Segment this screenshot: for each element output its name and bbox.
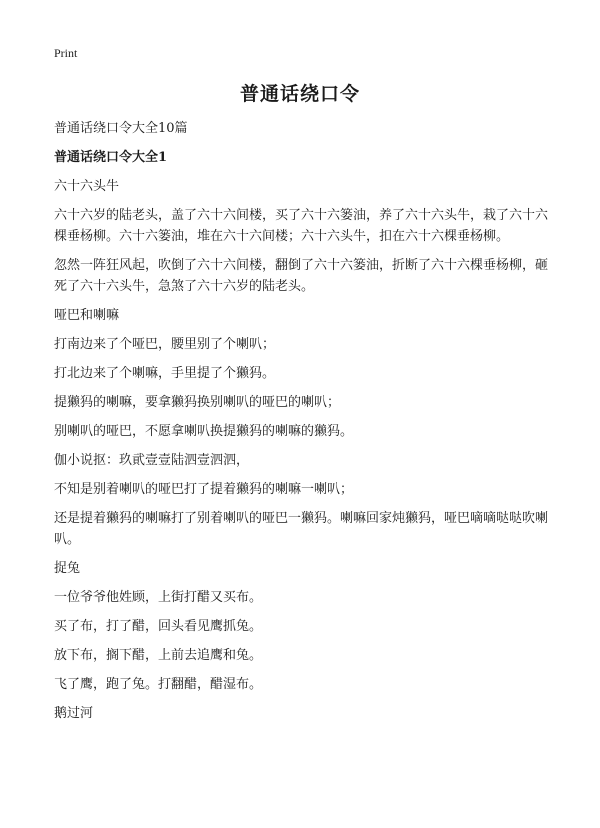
section-title: 普通话绕口令大全1 bbox=[54, 150, 168, 165]
paragraph: 放下布，搁下醋，上前去追鹰和兔。 bbox=[54, 648, 263, 663]
poem-heading: 六十六头牛 bbox=[54, 179, 120, 194]
paragraph: 飞了鹰，跑了兔。打翻醋，醋湿布。 bbox=[54, 677, 263, 692]
paragraph: 提獭犸的喇嘛，要拿獭犸换别喇叭的哑巴的喇叭； bbox=[54, 395, 341, 410]
paragraph: 打南边来了个哑巴，腰里别了个喇叭； bbox=[54, 337, 276, 352]
paragraph: 还是提着獭犸的喇嘛打了别着喇叭的哑巴一獭犸。喇嘛回家炖獭犸，哑巴嘀嘀哒哒吹喇叭。 bbox=[54, 511, 549, 547]
print-label: Print bbox=[54, 46, 78, 60]
paragraph: 伽小说抠：玖貮壹壹陆泗壹泗泗， bbox=[54, 453, 250, 468]
paragraph: 打北边来了个喇嘛，手里提了个獭犸。 bbox=[54, 366, 276, 381]
paragraph: 买了布，打了醋，回头看见鹰抓兔。 bbox=[54, 619, 263, 634]
paragraph: 一位爷爷他姓顾，上街打醋又买布。 bbox=[54, 590, 263, 605]
paragraph: 忽然一阵狂风起，吹倒了六十六间楼，翻倒了六十六篓油，折断了六十六棵垂杨柳，砸死了六十六头牛，急煞了六十六岁的陆老头。 bbox=[54, 258, 549, 294]
poem-heading: 哑巴和喇嘛 bbox=[54, 308, 120, 323]
paragraph: 别喇叭的哑巴，不愿拿喇叭换提獭犸的喇嘛的獭犸。 bbox=[54, 424, 354, 439]
intro-line: 普通话绕口令大全10篇 bbox=[54, 121, 188, 136]
paragraph: 不知是别着喇叭的哑巴打了提着獭犸的喇嘛一喇叭； bbox=[54, 482, 354, 497]
page-title: 普通话绕口令 bbox=[239, 83, 360, 105]
paragraph: 六十六岁的陆老头，盖了六十六间楼，买了六十六篓油，养了六十六头牛，栽了六十六棵垂杨柳。六十六篓油，堆在六十六间楼；六十六头牛，扣在六十六棵垂杨柳。 bbox=[54, 208, 549, 244]
poem-heading: 捉兔 bbox=[54, 561, 81, 576]
poem-heading: 鹅过河 bbox=[54, 706, 94, 721]
document-body bbox=[54, 118, 550, 732]
